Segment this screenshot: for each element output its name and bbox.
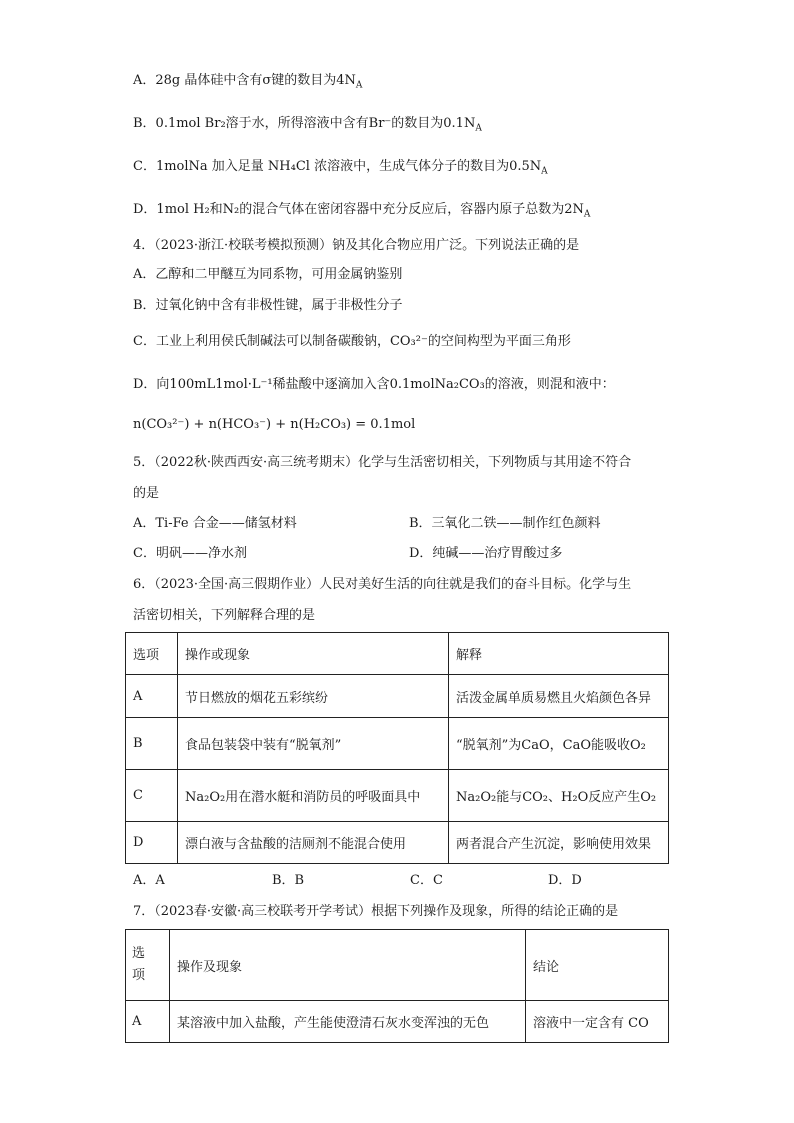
q6-header-operation: 操作或现象 — [178, 633, 449, 675]
q3-option-a: A．28g 晶体硅中含有σ键的数目为$4N_A$ — [133, 73, 363, 91]
q7-header-operation: 操作及现象 — [170, 930, 526, 1001]
q5-stem-cont: 的是 — [133, 486, 160, 501]
q7-header-option: 选 项 — [126, 930, 170, 1001]
q6-answer-d: D．D — [548, 873, 582, 888]
q3-option-d: D．1mol H₂和N₂的混合气体在密闭容器中充分反应后，容器内原子总数为$2N_A$ — [133, 202, 591, 220]
q5-option-d: D．纯碱——治疗胃酸过多 — [409, 546, 563, 561]
q5-option-a: A．Ti-Fe 合金——储氢材料 — [133, 516, 297, 531]
q3-option-c: C．1molNa 加入足量 NH₄Cl 浓溶液中，生成气体分子的数目为$0.5N_A$ — [133, 159, 548, 177]
q4-option-c: C．工业上利用侯氏制碱法可以制备碳酸钠，CO₃²⁻的空间构型为平面三角形 — [133, 334, 571, 349]
q5-stem: 5．（2022秋·陕西西安·高三统考期末）化学与生活密切相关，下列物质与其用途不符合 — [133, 455, 632, 470]
q6-table — [125, 632, 669, 864]
table-row: B 食品包装袋中装有“脱氧剂” “脱氧剂”为CaO，CaO能吸收O₂ — [126, 718, 669, 770]
q6-stem-cont: 活密切相关，下列解释合理的是 — [133, 608, 316, 623]
table-row: D 漂白液与含盐酸的洁厕剂不能混合使用 两者混合产生沉淀，影响使用效果 — [126, 822, 669, 864]
q7-stem: 7．（2023春·安徽·高三校联考开学考试）根据下列操作及现象，所得的结论正确的是 — [133, 904, 619, 919]
q6-header-option: 选项 — [126, 633, 178, 675]
table-row: A 某溶液中加入盐酸，产生能使澄清石灰水变浑浊的无色 溶液中一定含有 CO — [126, 1001, 669, 1043]
q7-table — [125, 929, 669, 1043]
table-row: A 节日燃放的烟花五彩缤纷 活泼金属单质易燃且火焰颜色各异 — [126, 675, 669, 718]
table-row: C Na₂O₂用在潜水艇和消防员的呼吸面具中 Na₂O₂能与CO₂、H₂O反应产生O₂ — [126, 770, 669, 822]
q6-answer-b: B．B — [272, 873, 305, 888]
q6-answer-a: A．A — [133, 873, 165, 888]
q3-option-b: B．0.1mol Br₂溶于水，所得溶液中含有Br⁻的数目为$0.1N_A$ — [133, 116, 482, 134]
q4-option-a: A．乙醇和二甲醚互为同系物，可用金属钠鉴别 — [133, 267, 403, 282]
q6-stem: 6．（2023·全国·高三假期作业）人民对美好生活的向往就是我们的奋斗目标。化学与生 — [133, 577, 632, 592]
q5-option-b: B．三氧化二铁——制作红色颜料 — [409, 516, 601, 531]
q5-option-c: C．明矾——净水剂 — [133, 546, 247, 561]
q7-header-conclusion: 结论 — [526, 930, 669, 1001]
q6-answer-c: C．C — [410, 873, 443, 888]
q4-option-b: B．过氧化钠中含有非极性键，属于非极性分子 — [133, 298, 403, 313]
q4-equation: n(CO₃²⁻) + n(HCO₃⁻) + n(H₂CO₃) = 0.1mol — [133, 417, 416, 432]
q4-stem: 4．（2023·浙江·校联考模拟预测）钠及其化合物应用广泛。下列说法正确的是 — [133, 238, 580, 253]
q4-option-d: D．向100mL1mol·L⁻¹稀盐酸中逐滴加入含0.1molNa₂CO₃的溶液，则混和液中： — [133, 377, 615, 392]
q6-header-explanation: 解释 — [449, 633, 669, 675]
